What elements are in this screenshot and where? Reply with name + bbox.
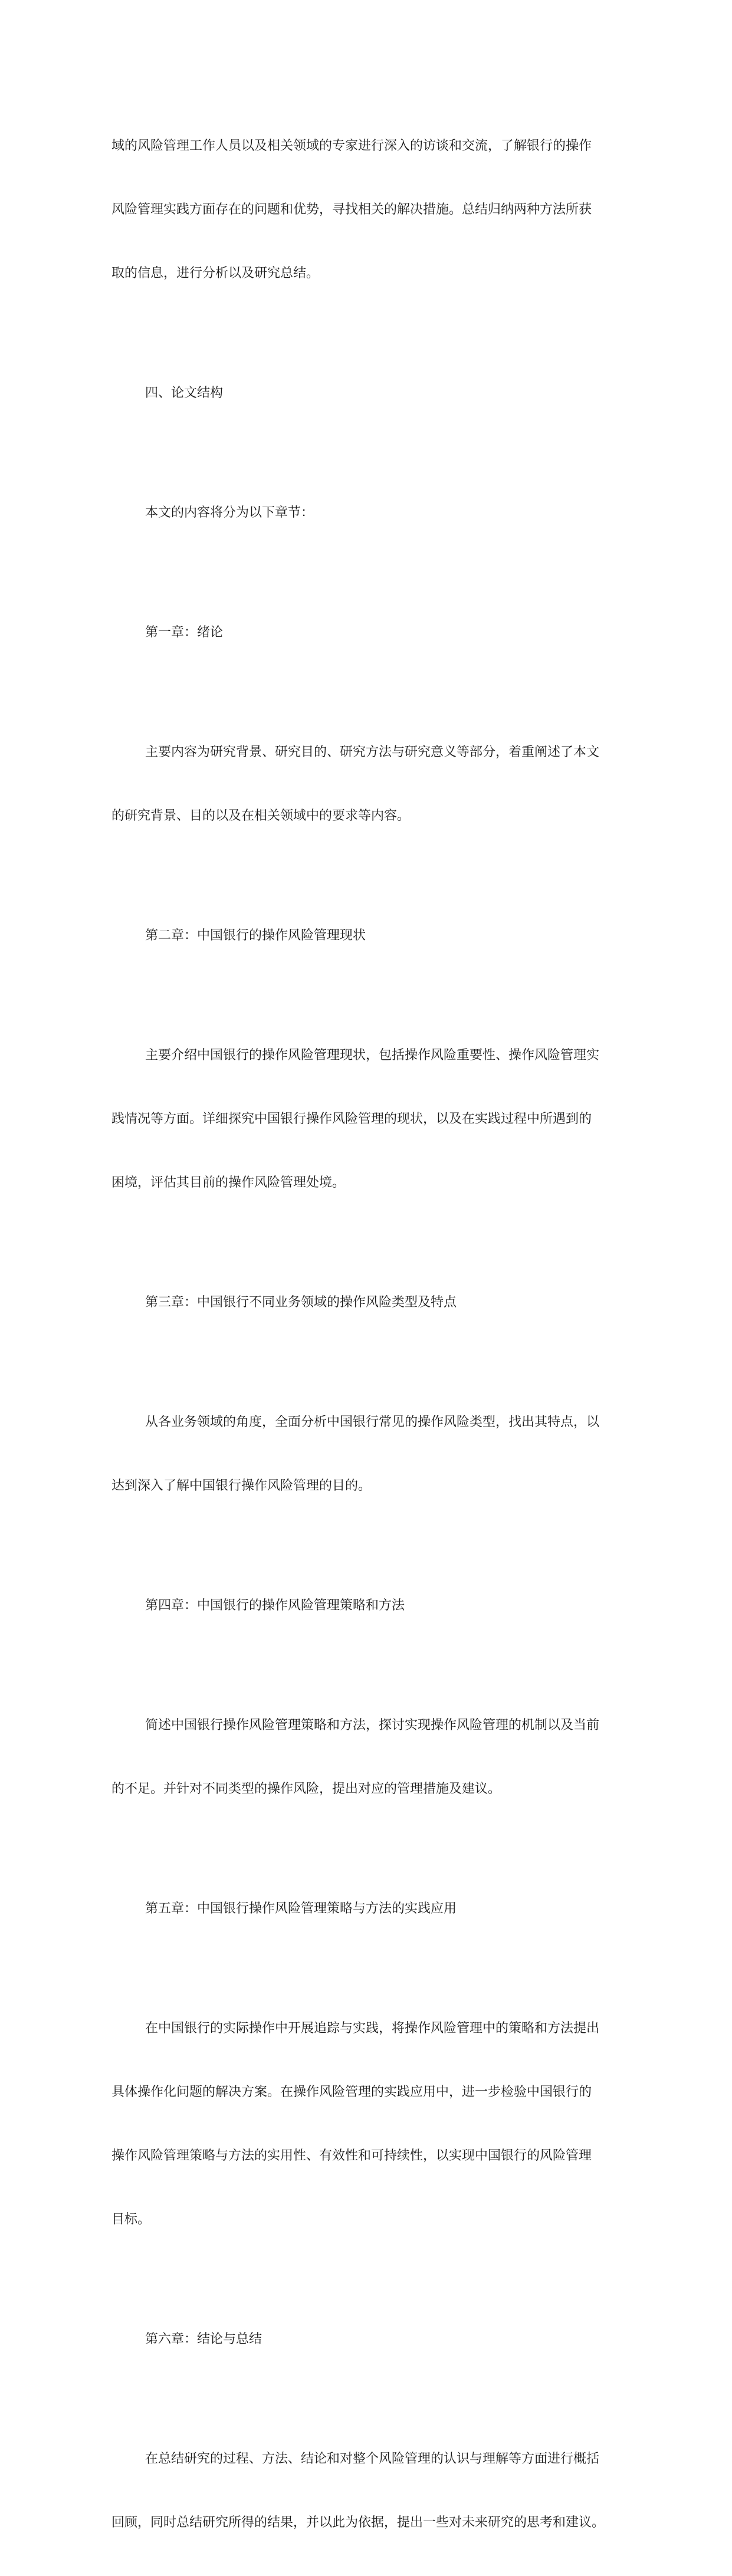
chapter-heading-3 [111,1250,631,1356]
text-line: 达到深入了解中国银行操作风险管理的目的。 [111,1478,372,1493]
section-heading: 四、论文结构 [145,386,224,400]
chapter-description-3 [111,1369,631,1539]
text-line: 目标。 [111,2212,151,2227]
chapter-title: 第四章：中国银行的操作风险管理策略和方法 [145,1598,405,1613]
text-line: 简述中国银行操作风险管理策略和方法，探讨实现操作风险管理的机制以及当前 [145,1718,600,1733]
paragraph-chapters-intro [111,460,631,566]
text-line: 具体操作化问题的解决方案。在操作风险管理的实践应用中，进一步检验中国银行的 [111,2085,592,2099]
chapter-heading-1 [111,580,631,686]
text-line: 风险管理实践方面存在的问题和优势，寻找相关的解决措施。总结归纳两种方法所获 [111,202,592,217]
chapter-heading-4 [111,1553,631,1659]
text-line: 主要介绍中国银行的操作风险管理现状，包括操作风险重要性、操作风险管理实 [145,1048,600,1063]
text-line: 回顾，同时总结研究所得的结果，并以此为依据，提出一些对未来研究的思考和建议。 [111,2515,605,2530]
text-line: 的不足。并针对不同类型的操作风险，提出对应的管理措施及建议。 [111,1782,501,1796]
text-line: 取的信息，进行分析以及研究总结。 [111,266,320,281]
text-line: 操作风险管理策略与方法的实用性、有效性和可持续性，以实现中国银行的风险管理 [111,2148,592,2163]
chapter-heading-2 [111,883,631,989]
text-line: 践情况等方面。详细探究中国银行操作风险管理的现状，以及在实践过程中所遇到的 [111,1112,592,1126]
text-line: 的研究背景、目的以及在相关领域中的要求等内容。 [111,809,411,823]
section-heading-thesis-structure [111,340,631,446]
paragraph-method-summary [111,93,631,327]
chapter-description-2 [111,1003,631,1236]
text-line: 在总结研究的过程、方法、结论和对整个风险管理的认识与理解等方面进行概括 [145,2452,600,2466]
chapter-title: 第五章：中国银行操作风险管理策略与方法的实践应用 [145,1901,457,1916]
text-line: 在中国银行的实际操作中开展追踪与实践，将操作风险管理中的策略和方法提出 [145,2021,600,2036]
chapter-title: 第三章：中国银行不同业务领域的操作风险类型及特点 [145,1295,457,1310]
chapter-description-1 [111,699,631,869]
chapter-title: 第二章：中国银行的操作风险管理现状 [145,928,366,943]
chapter-title: 第六章：结论与总结 [145,2332,262,2347]
text-line: 本文的内容将分为以下章节： [145,505,314,520]
chapter-title: 第一章：绪论 [145,625,224,640]
text-line: 困境，评估其目前的操作风险管理处境。 [111,1175,346,1190]
chapter-heading-5 [111,1856,631,1962]
chapter-heading-6 [111,2286,631,2393]
text-line: 主要内容为研究背景、研究目的、研究方法与研究意义等部分，着重阐述了本文 [145,745,600,760]
chapter-description-4 [111,1673,631,1842]
text-line: 域的风险管理工作人员以及相关领域的专家进行深入的访谈和交流，了解银行的操作 [111,139,592,153]
document-body [111,93,631,2576]
chapter-description-5 [111,1976,631,2273]
chapter-description-6 [111,2406,631,2576]
text-line: 从各业务领域的角度，全面分析中国银行常见的操作风险类型，找出其特点，以 [145,1415,600,1430]
